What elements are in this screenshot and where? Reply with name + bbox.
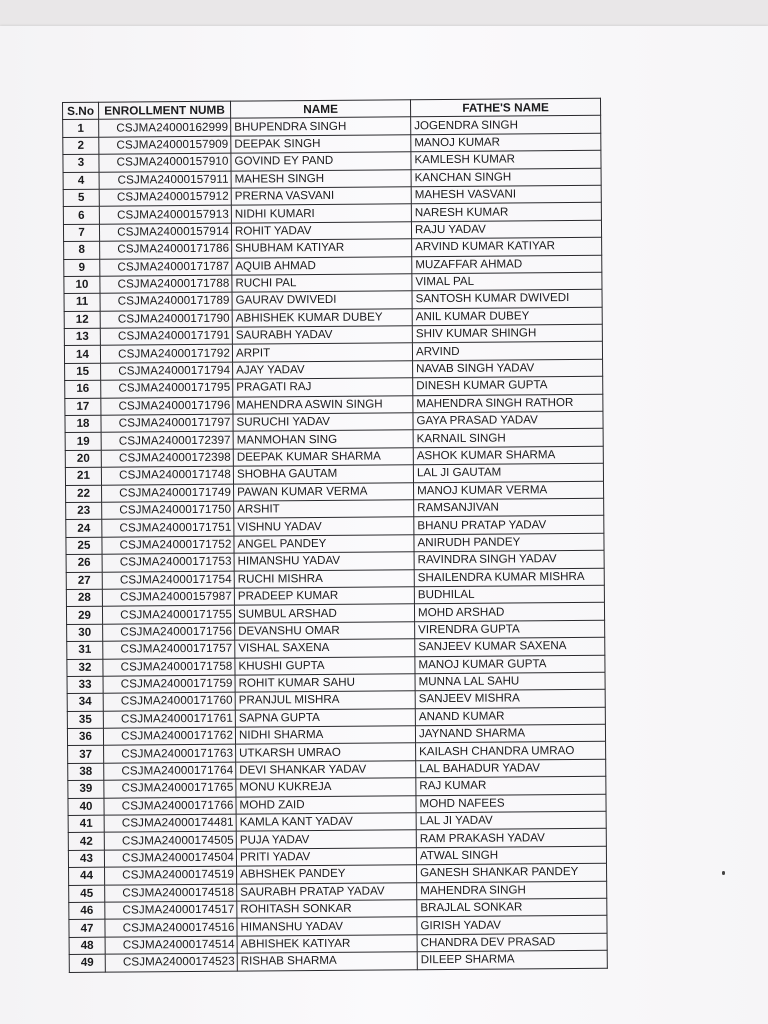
father-name-cell: JOGENDRA SINGH [411, 116, 601, 135]
enrollment-number-cell: CSJMA24000171754 [102, 571, 234, 589]
serial-number-cell: 43 [68, 850, 104, 868]
enrollment-number-cell: CSJMA24000171751 [102, 519, 234, 537]
enrollment-number-cell: CSJMA24000171763 [104, 745, 236, 763]
father-name-cell: MOHD NAFEES [416, 794, 606, 813]
enrollment-number-cell: CSJMA24000171750 [102, 501, 234, 519]
serial-number-cell: 4 [63, 172, 99, 190]
student-name-cell: GAURAV DWIVEDI [232, 291, 412, 310]
enrollment-number-cell: CSJMA24000172397 [101, 432, 233, 450]
scan-speck [722, 871, 725, 875]
serial-number-cell: 2 [63, 137, 99, 155]
father-name-cell: KAILASH CHANDRA UMRAO [416, 742, 606, 761]
student-name-cell: SAURABH PRATAP YADAV [237, 882, 417, 901]
serial-number-cell: 42 [68, 833, 104, 851]
student-name-cell: KAMLA KANT YADAV [236, 813, 416, 832]
header-enrollment: ENROLLMENT NUMB [99, 101, 231, 119]
student-name-cell: MONU KUKREJA [236, 778, 416, 797]
father-name-cell: BRAJLAL SONKAR [417, 898, 607, 917]
enrollment-number-cell: CSJMA24000174481 [104, 814, 236, 832]
father-name-cell: ASHOK KUMAR SHARMA [413, 446, 603, 465]
father-name-cell: JAYNAND SHARMA [415, 724, 605, 743]
student-name-cell: BHUPENDRA SINGH [231, 117, 411, 136]
father-name-cell: MOHD ARSHAD [414, 603, 604, 622]
student-name-cell: PRITI YADAV [236, 848, 416, 867]
enrollment-number-cell: CSJMA24000171758 [103, 658, 235, 676]
serial-number-cell: 35 [67, 711, 103, 729]
father-name-cell: SANJEEV KUMAR SAXENA [415, 637, 605, 656]
father-name-cell: RAJ KUMAR [416, 776, 606, 795]
student-name-cell: SAPNA GUPTA [235, 708, 415, 727]
enrollment-number-cell: CSJMA24000174519 [105, 866, 237, 884]
enrollment-number-cell: CSJMA24000174504 [104, 849, 236, 867]
father-name-cell: LAL BAHADUR YADAV [416, 759, 606, 778]
father-name-cell: ANIRUDH PANDEY [414, 533, 604, 552]
father-name-cell: DILEEP SHARMA [417, 950, 607, 969]
serial-number-cell: 5 [63, 189, 99, 207]
enrollment-number-cell: CSJMA24000157911 [99, 171, 231, 189]
serial-number-cell: 13 [64, 328, 100, 346]
enrollment-number-cell: CSJMA24000171755 [102, 605, 234, 623]
student-roster-table [62, 98, 608, 973]
serial-number-cell: 29 [66, 607, 102, 625]
father-name-cell: DINESH KUMAR GUPTA [413, 377, 603, 396]
enrollment-number-cell: CSJMA24000171748 [101, 466, 233, 484]
father-name-cell: SANJEEV MISHRA [415, 690, 605, 709]
father-name-cell: NARESH KUMAR [411, 203, 601, 222]
father-name-cell: GIRISH YADAV [417, 916, 607, 935]
enrollment-number-cell: CSJMA24000174518 [105, 884, 237, 902]
father-name-cell: ANIL KUMAR DUBEY [412, 307, 602, 326]
enrollment-number-cell: CSJMA24000171797 [101, 414, 233, 432]
enrollment-number-cell: CSJMA24000157909 [99, 136, 231, 154]
enrollment-number-cell: CSJMA24000171756 [103, 623, 235, 641]
enrollment-number-cell: CSJMA24000171760 [103, 692, 235, 710]
header-sno: S.No [63, 102, 99, 120]
father-name-cell: KANCHAN SINGH [411, 168, 601, 187]
enrollment-number-cell: CSJMA24000171794 [101, 362, 233, 380]
table-body [63, 116, 608, 972]
serial-number-cell: 39 [68, 780, 104, 798]
father-name-cell: ANAND KUMAR [415, 707, 605, 726]
serial-number-cell: 9 [64, 259, 100, 277]
father-name-cell: MUZAFFAR AHMAD [412, 255, 602, 274]
header-name: NAME [230, 100, 410, 119]
enrollment-number-cell: CSJMA24000171757 [103, 640, 235, 658]
father-name-cell: GANESH SHANKAR PANDEY [417, 863, 607, 882]
serial-number-cell: 36 [67, 728, 103, 746]
enrollment-number-cell: CSJMA24000157912 [99, 188, 231, 206]
student-name-cell: NIDHI KUMARI [231, 204, 411, 223]
student-name-cell: ROHITASH SONKAR [237, 900, 417, 919]
student-name-cell: ABHSHEK PANDEY [237, 865, 417, 884]
serial-number-cell: 16 [65, 380, 101, 398]
student-name-cell: PUJA YADAV [236, 830, 416, 849]
enrollment-number-cell: CSJMA24000171753 [102, 553, 234, 571]
serial-number-cell: 10 [64, 276, 100, 294]
student-name-cell: HIMANSHU YADAV [237, 917, 417, 936]
father-name-cell: SHIV KUMAR SHINGH [412, 324, 602, 343]
serial-number-cell: 17 [65, 398, 101, 416]
father-name-cell: MANOJ KUMAR VERMA [413, 481, 603, 500]
scanned-page [0, 26, 768, 1024]
enrollment-number-cell: CSJMA24000171786 [100, 240, 232, 258]
student-name-cell: VISHAL SAXENA [235, 639, 415, 658]
student-name-cell: PRANJUL MISHRA [235, 691, 415, 710]
serial-number-cell: 45 [69, 885, 105, 903]
enrollment-number-cell: CSJMA24000162999 [99, 119, 231, 137]
father-name-cell: MAHESH VASVANI [411, 185, 601, 204]
serial-number-cell: 11 [64, 294, 100, 312]
father-name-cell: NAVAB SINGH YADAV [413, 359, 603, 378]
student-name-cell: GOVIND EY PAND [231, 152, 411, 171]
enrollment-number-cell: CSJMA24000172398 [101, 449, 233, 467]
serial-number-cell: 49 [69, 954, 105, 972]
father-name-cell: SANTOSH KUMAR DWIVEDI [412, 290, 602, 309]
father-name-cell: RAJU YADAV [411, 220, 601, 239]
serial-number-cell: 18 [65, 415, 101, 433]
serial-number-cell: 27 [66, 572, 102, 590]
father-name-cell: KARNAIL SINGH [413, 429, 603, 448]
serial-number-cell: 15 [65, 363, 101, 381]
serial-number-cell: 28 [66, 589, 102, 607]
enrollment-number-cell: CSJMA24000171791 [100, 327, 232, 345]
serial-number-cell: 19 [65, 433, 101, 451]
enrollment-number-cell: CSJMA24000174517 [105, 901, 237, 919]
enrollment-number-cell: CSJMA24000174516 [105, 919, 237, 937]
student-name-cell: DEVI SHANKAR YADAV [236, 761, 416, 780]
student-name-cell: AQUIB AHMAD [232, 256, 412, 275]
serial-number-cell: 8 [64, 241, 100, 259]
student-name-cell: ANGEL PANDEY [234, 535, 414, 554]
enrollment-number-cell: CSJMA24000171787 [100, 258, 232, 276]
serial-number-cell: 41 [68, 815, 104, 833]
serial-number-cell: 38 [68, 763, 104, 781]
student-name-cell: SURUCHI YADAV [233, 413, 413, 432]
enrollment-number-cell: CSJMA24000174523 [105, 953, 237, 971]
student-name-cell: HIMANSHU YADAV [234, 552, 414, 571]
enrollment-number-cell: CSJMA24000157914 [99, 223, 231, 241]
father-name-cell: LAL JI GAUTAM [413, 463, 603, 482]
serial-number-cell: 32 [67, 659, 103, 677]
father-name-cell: VIRENDRA GUPTA [415, 620, 605, 639]
father-name-cell: MANOJ KUMAR [411, 133, 601, 152]
father-name-cell: RAMSANJIVAN [414, 498, 604, 517]
enrollment-number-cell: CSJMA24000157910 [99, 153, 231, 171]
father-name-cell: RAVINDRA SINGH YADAV [414, 550, 604, 569]
student-name-cell: MANMOHAN SING [233, 430, 413, 449]
enrollment-number-cell: CSJMA24000171759 [103, 675, 235, 693]
enrollment-number-cell: CSJMA24000171761 [103, 710, 235, 728]
student-name-cell: ARPIT [232, 343, 412, 362]
enrollment-number-cell: CSJMA24000171762 [103, 727, 235, 745]
student-name-cell: VISHNU YADAV [234, 517, 414, 536]
enrollment-number-cell: CSJMA24000171766 [104, 797, 236, 815]
student-name-cell: ARSHIT [234, 500, 414, 519]
father-name-cell: BHANU PRATAP YADAV [414, 516, 604, 535]
father-name-cell: CHANDRA DEV PRASAD [417, 933, 607, 952]
serial-number-cell: 37 [68, 746, 104, 764]
student-name-cell: AJAY YADAV [233, 361, 413, 380]
serial-number-cell: 3 [63, 154, 99, 172]
father-name-cell: ATWAL SINGH [416, 846, 606, 865]
father-name-cell: SHAILENDRA KUMAR MISHRA [414, 568, 604, 587]
student-name-cell: DEEPAK KUMAR SHARMA [233, 448, 413, 467]
enrollment-number-cell: CSJMA24000171792 [100, 345, 232, 363]
student-name-cell: NIDHI SHARMA [235, 726, 415, 745]
student-name-cell: ABHISHEK KUMAR DUBEY [232, 308, 412, 327]
enrollment-number-cell: CSJMA24000171752 [102, 536, 234, 554]
enrollment-number-cell: CSJMA24000171789 [100, 292, 232, 310]
enrollment-number-cell: CSJMA24000174514 [105, 936, 237, 954]
enrollment-number-cell: CSJMA24000171790 [100, 310, 232, 328]
student-name-cell: ABHISHEK KATIYAR [237, 934, 417, 953]
father-name-cell: MAHENDRA SINGH [417, 881, 607, 900]
student-name-cell: ROHIT KUMAR SAHU [235, 674, 415, 693]
enrollment-number-cell: CSJMA24000171749 [102, 484, 234, 502]
student-name-cell: UTKARSH UMRAO [236, 743, 416, 762]
enrollment-number-cell: CSJMA24000171764 [104, 762, 236, 780]
father-name-cell: MANOJ KUMAR GUPTA [415, 655, 605, 674]
student-name-cell: SHOBHA GAUTAM [233, 465, 413, 484]
enrollment-number-cell: CSJMA24000157987 [102, 588, 234, 606]
student-name-cell: RUCHI PAL [232, 274, 412, 293]
serial-number-cell: 30 [67, 624, 103, 642]
student-name-cell: PRADEEP KUMAR [234, 587, 414, 606]
student-name-cell: SUMBUL ARSHAD [234, 604, 414, 623]
serial-number-cell: 34 [67, 693, 103, 711]
student-name-cell: PRERNA VASVANI [231, 187, 411, 206]
father-name-cell: RAM PRAKASH YADAV [416, 829, 606, 848]
serial-number-cell: 48 [69, 937, 105, 955]
enrollment-number-cell: CSJMA24000171765 [104, 779, 236, 797]
student-name-cell: RISHAB SHARMA [237, 952, 417, 971]
father-name-cell: ARVIND [412, 342, 602, 361]
serial-number-cell: 31 [67, 641, 103, 659]
student-name-cell: ROHIT YADAV [231, 221, 411, 240]
enrollment-number-cell: CSJMA24000171796 [101, 397, 233, 415]
serial-number-cell: 40 [68, 798, 104, 816]
serial-number-cell: 14 [64, 346, 100, 364]
father-name-cell: ARVIND KUMAR KATIYAR [412, 237, 602, 256]
enrollment-number-cell: CSJMA24000171795 [101, 379, 233, 397]
student-name-cell: RUCHI MISHRA [234, 569, 414, 588]
enrollment-number-cell: CSJMA24000157913 [99, 206, 231, 224]
serial-number-cell: 24 [66, 520, 102, 538]
student-name-cell: MAHENDRA ASWIN SINGH [233, 395, 413, 414]
serial-number-cell: 23 [66, 502, 102, 520]
serial-number-cell: 47 [69, 920, 105, 938]
student-name-cell: SAURABH YADAV [232, 326, 412, 345]
serial-number-cell: 25 [66, 537, 102, 555]
serial-number-cell: 12 [64, 311, 100, 329]
serial-number-cell: 44 [69, 867, 105, 885]
father-name-cell: GAYA PRASAD YADAV [413, 411, 603, 430]
father-name-cell: BUDHILAL [414, 585, 604, 604]
serial-number-cell: 46 [69, 902, 105, 920]
father-name-cell: LAL JI YADAV [416, 811, 606, 830]
father-name-cell: MUNNA LAL SAHU [415, 672, 605, 691]
serial-number-cell: 1 [63, 120, 99, 138]
serial-number-cell: 33 [67, 676, 103, 694]
serial-number-cell: 20 [65, 450, 101, 468]
table-row [69, 950, 607, 972]
serial-number-cell: 22 [66, 485, 102, 503]
serial-number-cell: 7 [63, 224, 99, 242]
enrollment-number-cell: CSJMA24000171788 [100, 275, 232, 293]
student-name-cell: MAHESH SINGH [231, 169, 411, 188]
header-father-name: FATHE'S NAME [410, 98, 600, 117]
enrollment-number-cell: CSJMA24000174505 [104, 832, 236, 850]
serial-number-cell: 21 [65, 467, 101, 485]
father-name-cell: KAMLESH KUMAR [411, 150, 601, 169]
student-name-cell: MOHD ZAID [236, 795, 416, 814]
serial-number-cell: 6 [63, 207, 99, 225]
student-name-cell: DEVANSHU OMAR [235, 621, 415, 640]
student-name-cell: SHUBHAM KATIYAR [232, 239, 412, 258]
student-name-cell: PRAGATI RAJ [233, 378, 413, 397]
student-name-cell: KHUSHI GUPTA [235, 656, 415, 675]
father-name-cell: MAHENDRA SINGH RATHOR [413, 394, 603, 413]
father-name-cell: VIMAL PAL [412, 272, 602, 291]
student-name-cell: PAWAN KUMAR VERMA [234, 482, 414, 501]
student-name-cell: DEEPAK SINGH [231, 135, 411, 154]
serial-number-cell: 26 [66, 554, 102, 572]
